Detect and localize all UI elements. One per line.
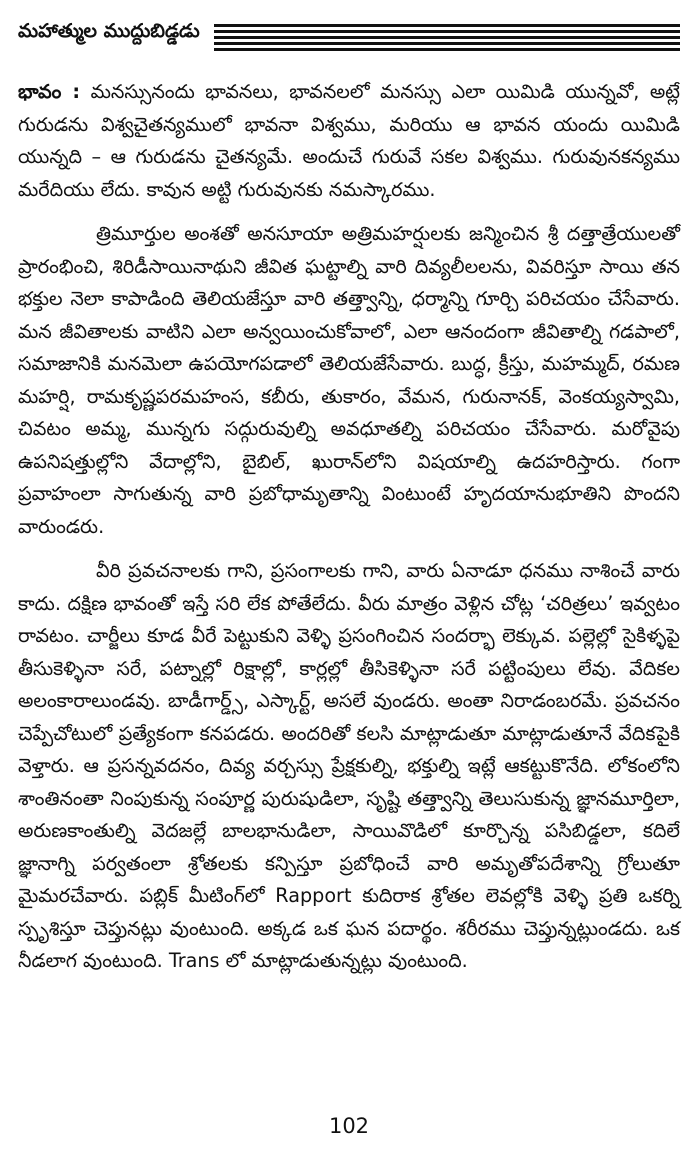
book-page <box>18 14 680 1144</box>
body-text <box>18 76 680 978</box>
paragraph-2: త్రిమూర్తుల అంశతో అనసూయా అత్రిమహర్షులకు జన్మించిన శ్రీ దత్తాత్రేయులతో ప్రారంభించి, శిరిడీసాయినాథుని జీవిత ఘట్టాల్ని వారి దివ్యలీలలను, వివరిస్తూ సాయి తన భక్తుల నెలా కాపాడింది తెలియజేస్తూ వారి తత్త్వాన్ని, ధర్మాన్ని గూర్చి పరిచయం చేసేవారు. మన జీవితాలకు వాటిని ఎలా అన్వయించుకోవాలో, ఎలా ఆనందంగా జీవితాల్ని గడపాలో, సమాజానికి మనమెలా ఉపయోగపడాలో తెలియజేసేవారు. బుద్ధ, క్రీస్తు, మహమ్మద్, రమణ మహర్షి, రామకృష్ణపరమహంస, కబీరు, తుకారం, వేమన, గురునానక్, వెంకయ్యస్వామి, చివటం అమ్మ, మున్నగు సద్గురువుల్ని అవధూతల్ని పరిచయం చేసేవారు. మరోవైపు ఉపనిషత్తుల్లోని వేదాల్లోని, బైబిల్, ఖురాన్‌లోని విషయాల్ని ఉదహరిస్తారు. గంగా ప్రవాహంలా సాగుతున్న వారి ప్రబోధామృతాన్ని వింటుంటే హృదయానుభూతిని పొందని వారుండరు. <box>18 222 680 538</box>
paragraph-lead-label: భావం : <box>18 80 81 103</box>
paragraph-bhavam <box>18 76 680 206</box>
paragraph-3: వీరి ప్రవచనాలకు గాని, ప్రసంగాలకు గాని, వారు ఏనాడూ ధనము నాశించే వారు కాదు. దక్షిణ భావంతో ఇస్తే సరి లేక పోతేలేదు. వీరు మాత్రం వెళ్లిన చోట్ల ‘చరిత్రలు’ ఇవ్వటం రావటం. చార్జీలు కూడ వీరే పెట్టుకుని వెళ్ళి ప్రసంగించిన సందర్భా లెక్కువ. పల్లెల్లో సైకిళ్ళపై తీసుకెళ్ళినా సరే, పట్నాల్లో రిక్షాల్లో, కార్లల్లో తీసికెళ్ళినా సరే పట్టింపులు లేవు. వేదికల అలంకారాలుండవు. బాడీగార్డ్స్, ఎస్కార్ట్, అసలే వుండరు. అంతా నిరాడంబరమే. ప్రవచనం చెప్పేచోటులో ప్రత్యేకంగా కనపడరు. అందరితో కలసి మాట్లాడుతూ మాట్లాడుతూనే వేదికపైకి వెళ్తారు. ఆ ప్రసన్నవదనం, దివ్య వర్చస్సు ప్రేక్షకుల్ని, భక్తుల్ని ఇట్లే ఆకట్టుకొనేది. లోకంలోని శాంతినంతా నింపుకున్న సంపూర్ణ పురుషుడిలా, సృష్టి తత్త్వాన్ని తెలుసుకున్న జ్ఞానమూర్తిలా, అరుణకాంతుల్ని వెదజల్లే బాలభానుడిలా, సాయివొడిలో కూర్చొన్న పసిబిడ్డలా, కదిలే జ్ఞానాగ్ని పర్వతంలా శ్రోతలకు కన్పిస్తూ ప్రబోధించే వారి అమృతోపదేశాన్ని గ్రోలుతూ మైమరచేవారు. పబ్లిక్ మీటింగ్‌లో Rapport కుదిరాక శ్రోతల లెవల్లోకి వెళ్ళి ప్రతి ఒకర్ని స్పృశిస్తూ చెప్తునట్లు వుంటుంది. అక్కడ ఒక ఘన పదార్థం. శరీరము చెప్తున్నట్లుండదు. ఒక నీడలాగ వుంటుంది. Trans లో మాట్లాడుతున్నట్లు వుంటుంది. <box>18 559 680 972</box>
header-rule-line <box>214 48 680 51</box>
header-rule-line <box>214 36 680 39</box>
page-number: 102 <box>328 1114 370 1138</box>
header-rule-line <box>214 42 680 45</box>
running-title: మహాత్ముల ముద్దుబిడ్డడు <box>18 20 200 42</box>
header-rule-line <box>214 30 680 33</box>
paragraph-text: మనస్సునందు భావనలు, భావనలలో మనస్సు ఎలా యిమిడి యున్నవో, అట్లే గురుడను విశ్వచైతన్యములో భావనా విశ్వము, మరియు ఆ భావన యందు యిమిడి యున్నది – ఆ గురుడను చైతన్యమే. అందుచే గురువే సకల విశ్వము. గురువునకన్యము మరేదియు లేదు. కావున అట్టి గురువునకు నమస్కారము. <box>18 80 680 201</box>
page-header <box>18 14 680 54</box>
header-rules <box>214 24 680 54</box>
header-rule-line <box>214 24 680 27</box>
